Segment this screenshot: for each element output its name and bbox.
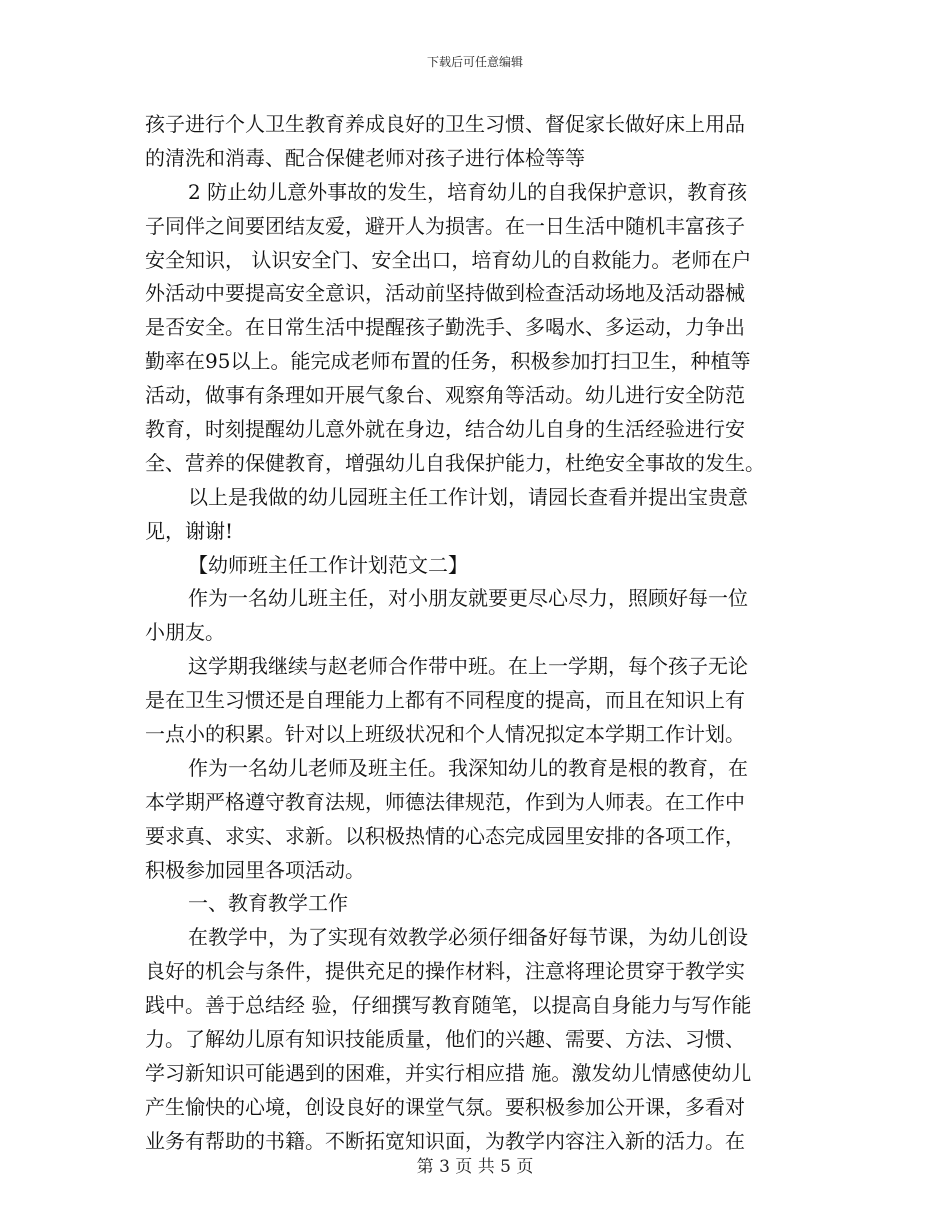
text-line: 在教学中，为了实现有效教学必须仔细备好每节课，为幼儿创设 <box>188 925 748 950</box>
text-line: 一、教育教学工作 <box>188 891 348 916</box>
text-line: 子同伴之间要团结友爱，避开人为损害。在一日生活中随机丰富孩子 <box>145 213 745 238</box>
text-line: 力。了解幼儿原有知识技能质量，他们的兴趣、需要、方法、习惯、 <box>145 1027 745 1052</box>
text-line: 的清洗和消毒、配合保健老师对孩子进行体检等等 <box>145 145 585 170</box>
text-line: 良好的机会与条件，提供充足的操作材料，注意将理论贯穿于教学实 <box>145 959 745 984</box>
text-line: 积极参加园里各项活动。 <box>145 857 365 882</box>
text-line: 教育，时刻提醒幼儿意外就在身边，结合幼儿自身的生活经验进行安 <box>145 417 745 442</box>
page-header: 下载后可任意编辑 <box>426 55 523 69</box>
text-line: 业务有帮助的书籍。不断拓宽知识面，为教学内容注入新的活力。在 <box>145 1128 745 1153</box>
text-line: 作为一名幼儿老师及班主任。我深知幼儿的教育是根的教育，在 <box>188 755 748 780</box>
text-line: 以上是我做的幼儿园班主任工作计划，请园长查看并提出宝贵意 <box>188 484 748 509</box>
text-line: 要求真、求实、求新。以积极热情的心态完成园里安排的各项工作， <box>145 823 745 848</box>
text-line: 孩子进行个人卫生教育养成良好的卫生习惯、督促家长做好床上用品 <box>145 112 745 136</box>
text-line: 是否安全。在日常生活中提醒孩子勤洗手、多喝水、多运动，力争出 <box>145 315 745 340</box>
page-footer: 第 3 页 共 5 页 <box>416 1157 534 1177</box>
text-line: 安全知识， 认识安全门、安全出口，培育幼儿的自救能力。老师在户 <box>145 247 752 272</box>
text-line: 本学期严格遵守教育法规，师德法律规范，作到为人师表。在工作中 <box>145 789 745 814</box>
text-line: 作为一名幼儿班主任，对小朋友就要更尽心尽力，照顾好每一位 <box>188 586 748 611</box>
text-line: 全、营养的保健教育，增强幼儿自我保护能力，杜绝安全事故的发生。 <box>145 450 765 475</box>
text-line: 产生愉快的心境，创设良好的课堂气氛。要积极参加公开课，多看对 <box>145 1094 745 1119</box>
text-line: 是在卫生习惯还是自理能力上都有不同程度的提高，而且在知识上有 <box>145 688 745 713</box>
text-line: 这学期我继续与赵老师合作带中班。在上一学期，每个孩子无论 <box>188 654 748 679</box>
document-body <box>145 108 810 1159</box>
text-line: 一点小的积累。针对以上班级状况和个人情况拟定本学期工作计划。 <box>145 722 745 747</box>
text-line: 小朋友。 <box>145 620 225 645</box>
text-line: 勤率在95以上。能完成老师布置的任务，积极参加打扫卫生，种植等 <box>145 349 751 374</box>
text-line: 学习新知识可能遇到的困难，并实行相应措 施。激发幼儿情感使幼儿 <box>145 1060 752 1085</box>
text-line: 活动，做事有条理如开展气象台、观察角等活动。幼儿进行安全防范 <box>145 383 745 408</box>
text-line: 2 防止幼儿意外事故的发生，培育幼儿的自我保护意识，教育孩 <box>188 179 748 204</box>
text-line: 见，谢谢! <box>145 518 234 543</box>
text-line: 【幼师班主任工作计划范文二】 <box>188 552 468 577</box>
text-line: 践中。善于总结经 验，仔细撰写教育随笔，以提高自身能力与写作能 <box>145 993 752 1018</box>
text-line: 外活动中要提高安全意识，活动前坚持做到检查活动场地及活动器械 <box>145 281 745 306</box>
